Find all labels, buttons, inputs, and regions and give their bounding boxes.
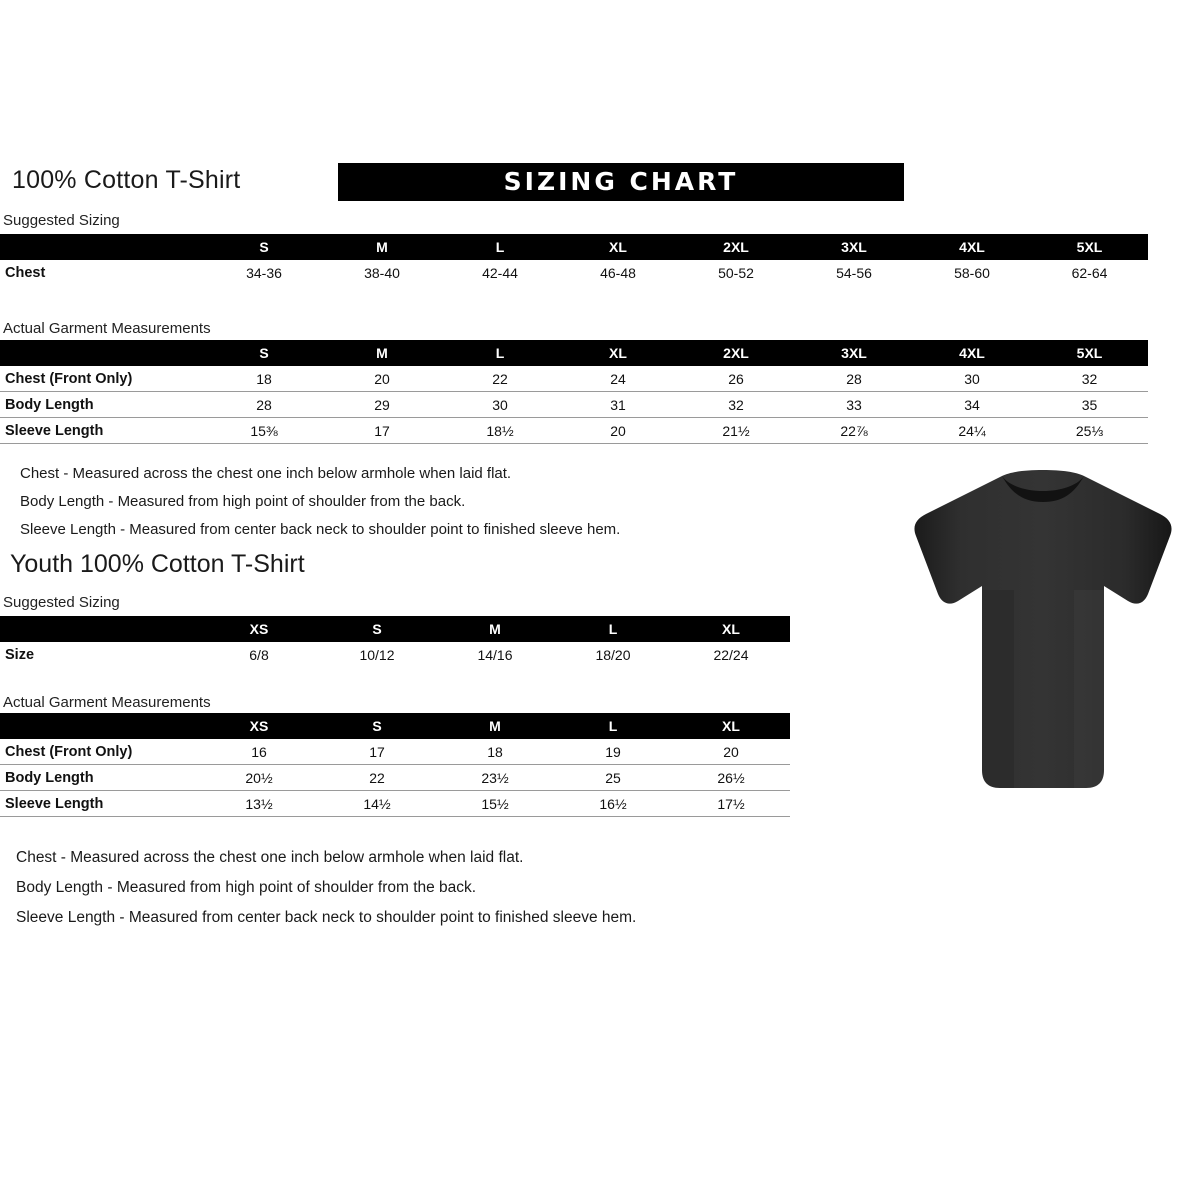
cell: 26 bbox=[677, 366, 795, 392]
row-label: Sleeve Length bbox=[0, 791, 200, 817]
table-header-row bbox=[0, 234, 1148, 260]
table-row bbox=[0, 739, 790, 765]
column-header-rowlabel bbox=[0, 340, 205, 366]
cell: 46-48 bbox=[559, 260, 677, 285]
row-label: Body Length bbox=[0, 765, 200, 791]
table-header-row bbox=[0, 713, 790, 739]
cell: 17 bbox=[318, 739, 436, 765]
cell: 42-44 bbox=[441, 260, 559, 285]
column-header-rowlabel bbox=[0, 616, 200, 642]
cell: 17½ bbox=[672, 791, 790, 817]
note-chest: Chest - Measured across the chest one inch below armhole when laid flat. bbox=[20, 465, 512, 482]
cell: 19 bbox=[554, 739, 672, 765]
cell: 29 bbox=[323, 392, 441, 418]
cell: 54-56 bbox=[795, 260, 913, 285]
cell: 24 bbox=[559, 366, 677, 392]
adult-suggested-sizing-table bbox=[0, 234, 1148, 285]
table-row bbox=[0, 418, 1148, 444]
column-header-size: L bbox=[554, 616, 672, 642]
note-body-length: Body Length - Measured from high point of shoulder from the back. bbox=[16, 879, 477, 896]
cell: 35 bbox=[1031, 392, 1148, 418]
cell: 28 bbox=[795, 366, 913, 392]
cell: 22⅞ bbox=[795, 418, 913, 444]
cell: 34-36 bbox=[205, 260, 323, 285]
youth-suggested-sizing-label: Suggested Sizing bbox=[3, 594, 120, 611]
table-row bbox=[0, 392, 1148, 418]
cell: 13½ bbox=[200, 791, 318, 817]
table-row bbox=[0, 366, 1148, 392]
tshirt-product-image bbox=[898, 470, 1188, 810]
cell: 30 bbox=[441, 392, 559, 418]
adult-measurement-notes bbox=[20, 460, 620, 544]
cell: 30 bbox=[913, 366, 1031, 392]
column-header-size: XL bbox=[559, 340, 677, 366]
sizing-chart-banner-text: SIZING CHART bbox=[503, 167, 739, 196]
youth-section-title: Youth 100% Cotton T-Shirt bbox=[10, 550, 305, 578]
cell: 17 bbox=[323, 418, 441, 444]
cell: 26½ bbox=[672, 765, 790, 791]
row-label: Size bbox=[0, 642, 200, 667]
cell: 58-60 bbox=[913, 260, 1031, 285]
table-row bbox=[0, 791, 790, 817]
column-header-size: 5XL bbox=[1031, 340, 1148, 366]
cell: 32 bbox=[677, 392, 795, 418]
cell: 34 bbox=[913, 392, 1031, 418]
column-header-size: XL bbox=[559, 234, 677, 260]
column-header-size: M bbox=[436, 713, 554, 739]
youth-actual-measurements-label: Actual Garment Measurements bbox=[3, 694, 211, 711]
column-header-size: S bbox=[318, 713, 436, 739]
cell: 20 bbox=[323, 366, 441, 392]
table-row bbox=[0, 642, 790, 667]
column-header-size: 5XL bbox=[1031, 234, 1148, 260]
cell: 18 bbox=[436, 739, 554, 765]
cell: 25⅓ bbox=[1031, 418, 1148, 444]
cell: 24¼ bbox=[913, 418, 1031, 444]
column-header-rowlabel bbox=[0, 713, 200, 739]
column-header-size: XL bbox=[672, 713, 790, 739]
cell: 21½ bbox=[677, 418, 795, 444]
row-label: Chest (Front Only) bbox=[0, 739, 200, 765]
cell: 20½ bbox=[200, 765, 318, 791]
table-row bbox=[0, 260, 1148, 285]
sizing-chart-banner bbox=[338, 163, 904, 201]
column-header-size: XS bbox=[200, 713, 318, 739]
cell: 38-40 bbox=[323, 260, 441, 285]
youth-suggested-sizing-table bbox=[0, 616, 790, 667]
column-header-size: M bbox=[323, 340, 441, 366]
cell: 14/16 bbox=[436, 642, 554, 667]
cell: 14½ bbox=[318, 791, 436, 817]
column-header-size: L bbox=[441, 234, 559, 260]
column-header-rowlabel bbox=[0, 234, 205, 260]
cell: 18/20 bbox=[554, 642, 672, 667]
cell: 32 bbox=[1031, 366, 1148, 392]
column-header-size: M bbox=[436, 616, 554, 642]
cell: 28 bbox=[205, 392, 323, 418]
column-header-size: 4XL bbox=[913, 234, 1031, 260]
column-header-size: 3XL bbox=[795, 340, 913, 366]
cell: 50-52 bbox=[677, 260, 795, 285]
note-sleeve-length: Sleeve Length - Measured from center back neck to shoulder point to finished sleeve hem. bbox=[20, 521, 621, 538]
cell: 22 bbox=[318, 765, 436, 791]
cell: 22 bbox=[441, 366, 559, 392]
cell: 15½ bbox=[436, 791, 554, 817]
cell: 22/24 bbox=[672, 642, 790, 667]
table-row bbox=[0, 765, 790, 791]
row-label: Body Length bbox=[0, 392, 205, 418]
cell: 25 bbox=[554, 765, 672, 791]
table-header-row bbox=[0, 616, 790, 642]
column-header-size: 2XL bbox=[677, 234, 795, 260]
cell: 33 bbox=[795, 392, 913, 418]
cell: 18 bbox=[205, 366, 323, 392]
adult-suggested-sizing-label: Suggested Sizing bbox=[3, 212, 120, 229]
adult-actual-measurements-label: Actual Garment Measurements bbox=[3, 320, 211, 337]
cell: 31 bbox=[559, 392, 677, 418]
youth-measurement-notes bbox=[16, 843, 636, 933]
note-body-length: Body Length - Measured from high point of shoulder from the back. bbox=[20, 493, 466, 510]
note-sleeve-length: Sleeve Length - Measured from center back neck to shoulder point to finished sleeve hem. bbox=[16, 909, 637, 926]
cell: 6/8 bbox=[200, 642, 318, 667]
cell: 16 bbox=[200, 739, 318, 765]
column-header-size: 2XL bbox=[677, 340, 795, 366]
column-header-size: 4XL bbox=[913, 340, 1031, 366]
cell: 16½ bbox=[554, 791, 672, 817]
column-header-size: L bbox=[554, 713, 672, 739]
cell: 62-64 bbox=[1031, 260, 1148, 285]
tshirt-icon bbox=[898, 470, 1188, 810]
column-header-size: S bbox=[205, 340, 323, 366]
youth-actual-measurements-table bbox=[0, 713, 790, 817]
column-header-size: 3XL bbox=[795, 234, 913, 260]
column-header-size: L bbox=[441, 340, 559, 366]
row-label: Chest (Front Only) bbox=[0, 366, 205, 392]
column-header-size: M bbox=[323, 234, 441, 260]
table-header-row bbox=[0, 340, 1148, 366]
column-header-size: S bbox=[205, 234, 323, 260]
cell: 20 bbox=[559, 418, 677, 444]
adult-actual-measurements-table bbox=[0, 340, 1148, 444]
cell: 10/12 bbox=[318, 642, 436, 667]
adult-section-title: 100% Cotton T-Shirt bbox=[12, 166, 241, 194]
column-header-size: S bbox=[318, 616, 436, 642]
row-label: Sleeve Length bbox=[0, 418, 205, 444]
cell: 20 bbox=[672, 739, 790, 765]
cell: 15⅜ bbox=[205, 418, 323, 444]
note-chest: Chest - Measured across the chest one inch below armhole when laid flat. bbox=[16, 849, 524, 866]
cell: 23½ bbox=[436, 765, 554, 791]
column-header-size: XL bbox=[672, 616, 790, 642]
row-label: Chest bbox=[0, 260, 205, 285]
column-header-size: XS bbox=[200, 616, 318, 642]
cell: 18½ bbox=[441, 418, 559, 444]
